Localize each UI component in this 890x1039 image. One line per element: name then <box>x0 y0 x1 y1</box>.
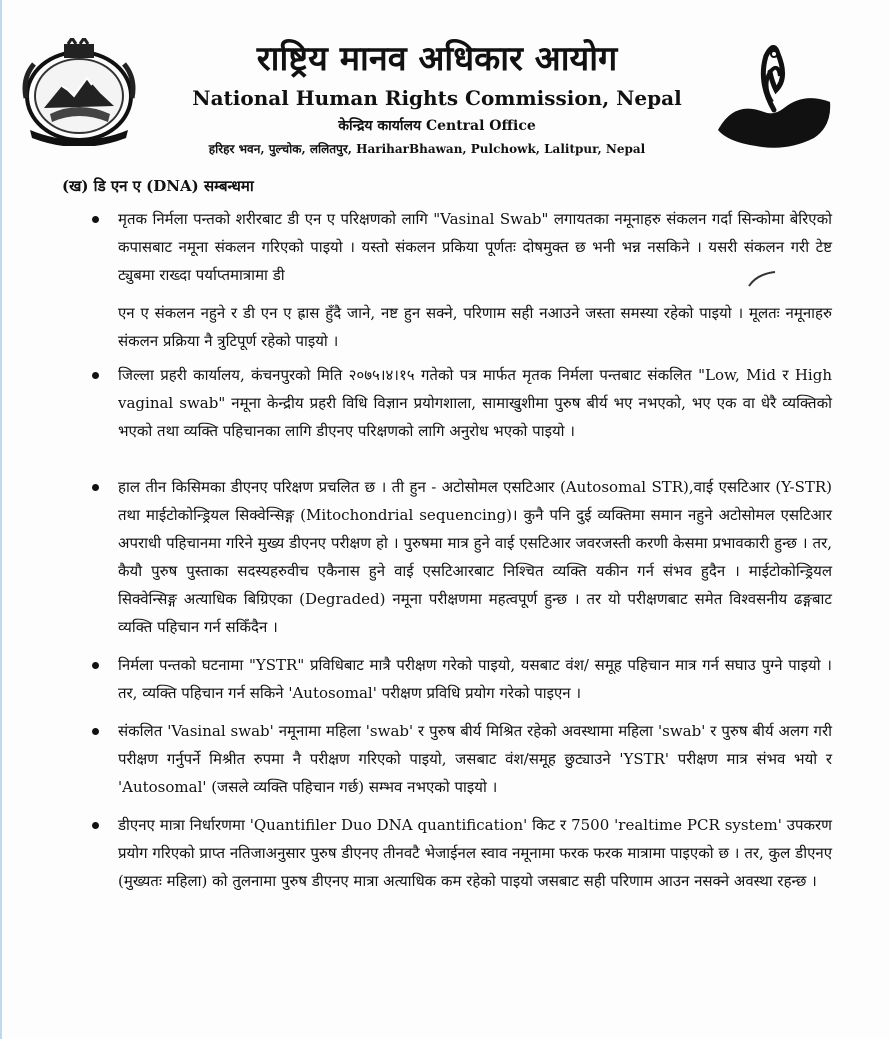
bullet-dot <box>92 372 99 379</box>
paragraph-line: निर्मला पन्तको घटनामा "YSTR" प्रविधिबाट मात्रै परीक्षण गरेको पाइयो, यसबाट वंश/ समूह पहिचान मात्र गर्न सघाउ पुग्ने पाइयो । तर, व्यक्ति पहिचान गर्न सकिने 'Autosomal' परीक्षण प्रविधि प्रयोग गरेको पाइएन । <box>118 656 832 702</box>
org-title-nepali: राष्ट्रिय मानव अधिकार आयोग <box>256 39 618 79</box>
bullet-item <box>92 811 832 895</box>
handwritten-mark <box>747 268 777 290</box>
paragraph-line: संकलित 'Vasinal swab' नमूनामा महिला 'swab' र पुरुष बीर्य मिश्रित रहेको अवस्थामा महिला 'swab' र पुरुष बीर्य अलग गरी परीक्षण गर्नुपर्ने मिश्रीत रुपमा नै परीक्षण गरिएको पाइयो, जसबाट वंश/समूह छुट्याउने 'YSTR' परीक्षण मात्र संभव भयो र 'Autosomal' (जसले व्यक्ति पहिचान गर्छ) सम्भव नभएको पाइयो । <box>118 722 832 796</box>
bullet-item <box>92 717 832 801</box>
letterhead <box>2 0 890 170</box>
paragraph-line: डीएनए मात्रा निर्धारणमा 'Quantifiler Duo DNA quantification' किट र 7500 'realtime PCR system' उपकरण प्रयोग गरिएको प्राप्त नतिजाअनुसार पुरुष डीएनए तीनवटै भेजाईनल स्वाव नमूनामा फरक फरक मात्रामा पाइएको छ । तर, कुल डीएनए (मुख्यतः महिला) को तुलनामा पुरुष डीएनए मात्रा अत्याधिक कम रहेको पाइयो जसबाट सही परिणाम आउन नसक्ने अवस्था रहन्छ । <box>118 816 832 890</box>
bullet-item <box>92 361 832 445</box>
office-line: केन्द्रिय कार्यालय Central Office <box>338 118 536 134</box>
document-body <box>92 205 832 895</box>
bullet-dot <box>92 484 99 491</box>
section-heading: (ख) डि एन ए (DNA) सम्बन्धमा <box>62 177 254 195</box>
bullet-dot <box>92 662 99 669</box>
paragraph-line: हाल तीन किसिमका डीएनए परिक्षण प्रचलित छ । ती हुन - अटोसोमल एसटिआर (Autosomal STR),वाई एसटिआर (Y-STR) तथा माईटोकोन्ड्रियल सिक्वेन्सिङ्ग (Mitochondrial sequencing)। कुनै पनि दुई व्यक्तिमा समान नहुने अटोसोमल एसटिआर अपराधी पहिचानमा गरिने मुख्य डीएनए परीक्षण हो । पुरुषमा मात्र हुने वाई एसटिआर जवरजस्ती करणी केसमा प्रभावकारी हुन्छ । तर, कैयौ पुरुष पुस्ताका सदस्यहरुवीच एकैनास हुने वाई एसटिआरबाट निश्चित व्यक्ति यकीन गर्न संभव हुदैन । माईटोकोन्ड्रियल सिक्वेन्सिङ्ग अत्याधिक बिग्रिएका (Degraded) नमूना परीक्षणमा महत्वपूर्ण हुन्छ । तर यो परीक्षणबाट समेत विश्वसनीय ढङ्गबाट व्यक्ति पहिचान गर्न सकिँदैन । <box>118 478 832 636</box>
bullet-dot <box>92 822 99 829</box>
address-line: हरिहर भवन, पुल्चोक, ललितपुर, HariharBhawan, Pulchowk, Lalitpur, Nepal <box>208 142 646 156</box>
org-title-english: National Human Rights Commission, Nepal <box>192 86 682 110</box>
bullet-item <box>92 205 832 355</box>
paragraph-line: मृतक निर्मला पन्तको शरीरबाट डी एन ए परिक्षणको लागि "Vasinal Swab" लगायतका नमूनाहरु संकलन गर्दा सिन्कोमा बेरिएको कपासबाट नमूना संकलन गरिएको पाइयो । यस्तो संकलन प्रकिया पूर्णतः दोषमुक्त छ भनी भन्न नसकिने । यसरी संकलन गरी टेष्ट ट्युबमा राख्दा पर्याप्तमात्रामा डी <box>118 210 832 284</box>
nhrc-flame-logo-icon <box>714 42 834 160</box>
paragraph-line: जिल्ला प्रहरी कार्यालय, कंचनपुरको मिति २०७५।४।१५ गतेको पत्र मार्फत मृतक निर्मला पन्तबाट संकलित "Low, Mid र High vaginal swab" नमूना केन्द्रीय प्रहरी विधि विज्ञान प्रयोगशाला, सामाखुशीमा पुरुष बीर्य भए नभएको, भए एक वा धेरै व्यक्तिको भएको तथा व्यक्ति पहिचानका लागि डीएनए परिक्षणको लागि अनुरोध भएको पाइयो । <box>118 366 832 440</box>
nepal-emblem-icon <box>22 38 137 146</box>
bullet-dot <box>92 216 99 223</box>
bullet-item <box>92 651 832 707</box>
bullet-dot <box>92 728 99 735</box>
bullet-item <box>92 473 832 641</box>
paragraph-line: एन ए संकलन नहुने र डी एन ए ह्रास हुँदै जाने, नष्ट हुन सक्ने, परिणाम सही नआउने जस्ता समस्या रहेको पाइयो । मूलतः नमूनाहरु संकलन प्रक्रिया नै त्रुटिपूर्ण रहेको पाइयो । <box>118 304 832 350</box>
